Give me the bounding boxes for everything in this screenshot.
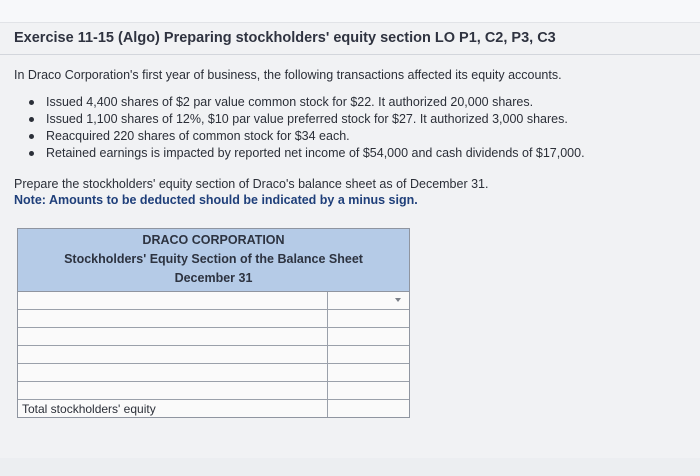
table-row (18, 292, 409, 310)
amount-input[interactable] (328, 365, 409, 382)
bullet-icon (29, 151, 34, 156)
list-item (28, 94, 585, 111)
top-bar (0, 0, 700, 23)
amount-input[interactable] (328, 383, 409, 400)
account-label-input[interactable] (18, 293, 327, 310)
intro-text: In Draco Corporation's first year of business, the following transactions affected its equity accounts. (14, 68, 562, 82)
bottom-band (0, 458, 700, 476)
company-name: DRACO CORPORATION (142, 233, 285, 247)
list-item (28, 145, 585, 162)
transaction-text: Reacquired 220 shares of common stock for $34 each. (46, 129, 350, 143)
total-amount-input[interactable] (328, 401, 409, 418)
table-row (18, 382, 409, 400)
total-row (18, 400, 409, 417)
table-row (18, 310, 409, 328)
account-label-input[interactable] (18, 383, 327, 400)
table-row (18, 364, 409, 382)
table-row (18, 346, 409, 364)
equity-worksheet (17, 228, 410, 418)
transaction-text: Issued 4,400 shares of $2 par value common stock for $22. It authorized 20,000 shares. (46, 95, 534, 109)
account-label-input[interactable] (18, 365, 327, 382)
bullet-icon (29, 134, 34, 139)
transaction-text: Retained earnings is impacted by reported net income of $54,000 and cash dividends of $17,000. (46, 146, 585, 160)
bullet-icon (29, 117, 34, 122)
account-label-input[interactable] (18, 329, 327, 346)
list-item (28, 128, 585, 145)
transaction-list (28, 94, 585, 162)
amount-input[interactable] (328, 311, 409, 328)
bullet-icon (29, 100, 34, 105)
note-text: Note: Amounts to be deducted should be indicated by a minus sign. (14, 193, 418, 207)
exercise-title: Exercise 11-15 (Algo) Preparing stockholders' equity section LO P1, C2, P3, C3 (14, 30, 556, 46)
section-title: Stockholders' Equity Section of the Balance Sheet (64, 252, 363, 266)
worksheet-header (18, 229, 409, 292)
list-item (28, 111, 585, 128)
dropdown-arrow-icon[interactable] (395, 298, 401, 302)
amount-input[interactable] (328, 329, 409, 346)
table-row (18, 328, 409, 346)
total-equity-label: Total stockholders' equity (22, 402, 156, 416)
instruction-text: Prepare the stockholders' equity section of Draco's balance sheet as of December 31. (14, 177, 489, 191)
statement-date: December 31 (174, 271, 253, 285)
amount-input[interactable] (328, 347, 409, 364)
title-divider (0, 54, 700, 55)
account-label-input[interactable] (18, 347, 327, 364)
transaction-text: Issued 1,100 shares of 12%, $10 par value preferred stock for $27. It authorized 3,000 shares. (46, 112, 568, 126)
account-label-input[interactable] (18, 311, 327, 328)
